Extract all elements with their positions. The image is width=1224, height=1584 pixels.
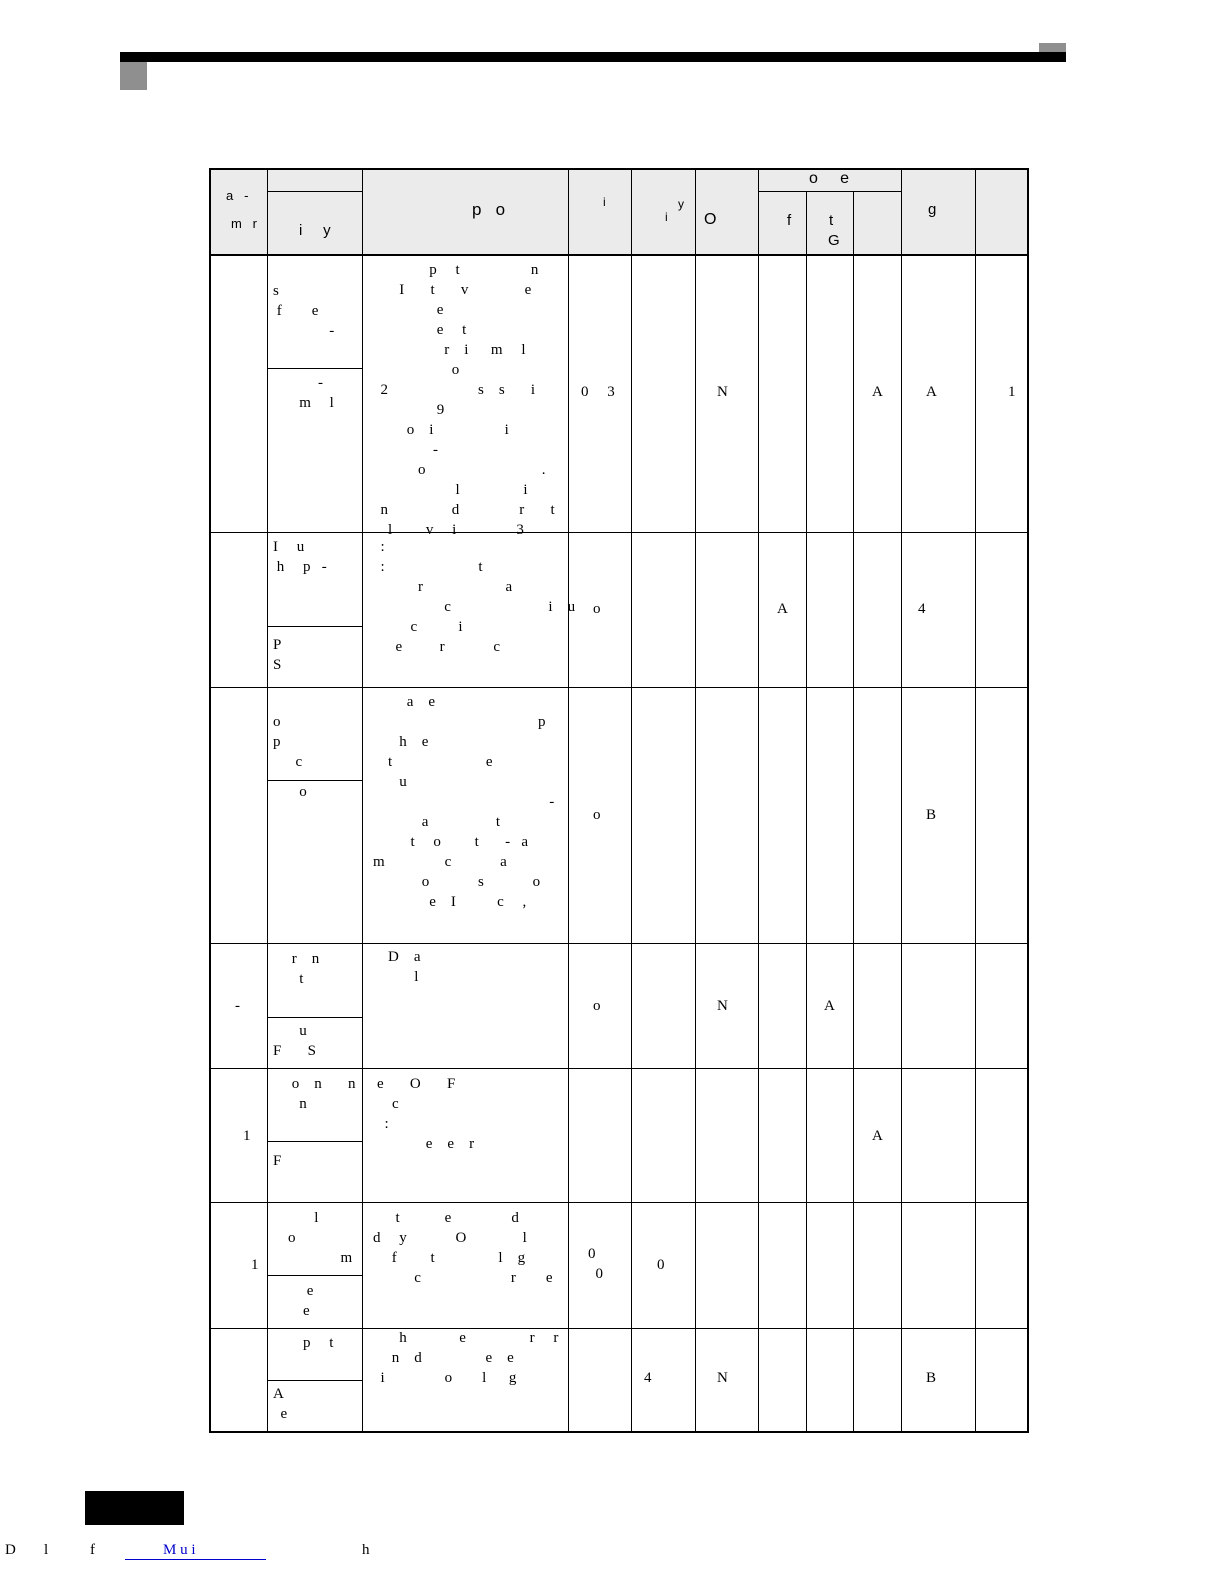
corner-tab-left <box>120 62 147 90</box>
row-2-description: : : t r a c i u c i e r c <box>373 539 576 655</box>
table-bottom-border <box>209 1431 1029 1433</box>
header-description: p o <box>472 200 506 219</box>
footer-text-f: f <box>90 1542 95 1558</box>
footer-text-h: h <box>362 1542 370 1558</box>
row-2-range: o <box>593 601 601 617</box>
header-sub-rule <box>268 191 362 192</box>
table-top-border <box>209 168 1029 170</box>
row-2-bottom-rule <box>209 687 1029 688</box>
row-4-bottom-rule <box>209 1068 1029 1069</box>
footer-link-underline <box>125 1559 266 1560</box>
row-5-name-a: o n n n <box>273 1076 356 1112</box>
col-rule-7 <box>806 191 807 1433</box>
corner-tab-right <box>1039 43 1066 52</box>
row-1-name-b: - m l <box>273 375 334 411</box>
row-5-name-b: F <box>273 1153 282 1169</box>
col-rule-6 <box>758 168 759 1433</box>
footer <box>0 1542 1224 1562</box>
row-5-bottom-rule <box>209 1202 1029 1203</box>
page-number-box <box>85 1491 184 1525</box>
row-1-sub-rule <box>268 368 362 369</box>
row-4-sub-2: A <box>824 998 835 1014</box>
col-rule-1 <box>267 168 268 1433</box>
col-rule-2 <box>362 168 363 1433</box>
row-6-col-6: 0 <box>657 1257 665 1273</box>
header-sub-2b: G <box>828 232 840 249</box>
row-1-name-a: s f e - <box>273 283 335 339</box>
header-group-rule <box>759 191 901 192</box>
row-1-sub-3: A <box>872 384 883 400</box>
header-col-6a: y <box>678 197 684 211</box>
row-3-col-g: B <box>926 807 937 823</box>
col-rule-9 <box>901 168 902 1433</box>
row-7-col-g: B <box>926 1370 937 1386</box>
header-rule <box>120 52 1066 62</box>
row-6-name-a: l o m <box>273 1210 353 1266</box>
header-label-2: m r <box>231 216 257 231</box>
row-6-description: t e d d y O l f t l g c r e <box>373 1210 553 1286</box>
row-6-name-b: e e <box>273 1283 314 1319</box>
row-1-bottom-rule <box>209 532 1029 533</box>
row-7-sub-rule <box>268 1380 362 1381</box>
row-6-sub-rule <box>268 1275 362 1276</box>
footer-link[interactable]: M u i <box>163 1542 196 1558</box>
table-header <box>209 168 1029 255</box>
row-5-sub-rule <box>268 1141 362 1142</box>
header-col-7: O <box>704 211 717 228</box>
row-7-description: h e r r n d e e i o l g <box>373 1330 559 1386</box>
col-rule-10 <box>975 168 976 1433</box>
col-rule-4 <box>631 168 632 1433</box>
row-1-col-g: A <box>926 384 937 400</box>
row-3-name-b: o <box>273 784 307 800</box>
row-1-col-7: N <box>717 384 728 400</box>
col-rule-8 <box>853 191 854 1433</box>
row-4-name-a: r n t <box>273 951 320 987</box>
row-2-sub-rule <box>268 626 362 627</box>
row-5-description: e O F c : e e r <box>377 1076 475 1152</box>
row-1-col-last: 1 <box>1008 384 1016 400</box>
row-2-sub-1: A <box>777 601 788 617</box>
row-1-description: p t n I t v e e e t r i m l o 2 s s i 9 o i i - o . l i n d r t l v i 3 <box>373 262 555 538</box>
row-2-col-g: 4 <box>918 601 926 617</box>
header-sub-1: f <box>787 212 792 229</box>
row-4-range: o <box>593 998 601 1014</box>
row-5-sub-3: A <box>872 1128 883 1144</box>
row-3-range: o <box>593 807 601 823</box>
row-7-col-7: N <box>717 1370 728 1386</box>
table-left-border <box>209 168 211 1433</box>
header-group-title: o e <box>809 170 850 187</box>
row-7-name-b: A e <box>273 1386 288 1422</box>
row-6-parameter: 1 <box>251 1257 259 1273</box>
parameter-table <box>209 168 1029 1433</box>
col-rule-5 <box>695 168 696 1433</box>
row-2-name-a: I u h p - <box>273 539 327 575</box>
row-4-parameter: - <box>235 998 240 1014</box>
row-3-name-a: o p c <box>273 714 303 770</box>
row-7-col-6: 4 <box>644 1370 652 1386</box>
row-1-range: 0 3 <box>581 384 615 400</box>
header-sub-label: i y <box>299 222 331 239</box>
footer-text-l: l <box>44 1542 49 1558</box>
row-2-name-b: P S <box>273 637 282 673</box>
row-3-description: a e p h e t e u - a t t o t - a m c a o s o e I c , <box>373 694 555 910</box>
header-sub-2a: t <box>829 212 834 229</box>
col-rule-3 <box>568 168 569 1433</box>
footer-text-d: D <box>5 1542 16 1558</box>
row-4-description: D a l <box>373 949 421 985</box>
row-7-name-a: p t <box>273 1335 334 1351</box>
header-col-5: i <box>603 195 606 209</box>
header-col-6b: i <box>665 210 668 224</box>
row-4-sub-rule <box>268 1017 362 1018</box>
row-4-name-b: u F S <box>273 1023 316 1059</box>
table-right-border <box>1027 168 1029 1433</box>
header-col-g: g <box>928 201 937 218</box>
row-3-bottom-rule <box>209 943 1029 944</box>
row-6-range: 0 0 <box>588 1246 603 1282</box>
row-6-bottom-rule <box>209 1328 1029 1329</box>
row-5-parameter: 1 <box>243 1128 251 1144</box>
header-bottom-border <box>209 254 1029 256</box>
row-4-col-7: N <box>717 998 728 1014</box>
row-3-sub-rule <box>268 780 362 781</box>
header-label-1: a - <box>226 188 249 203</box>
